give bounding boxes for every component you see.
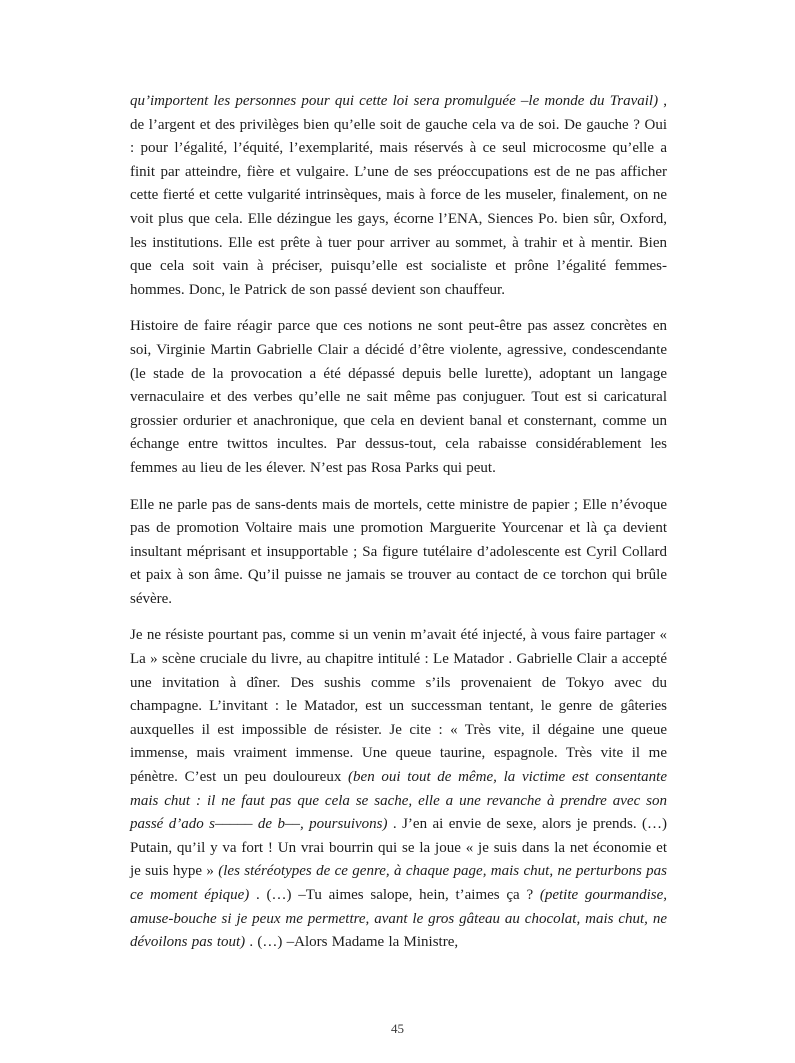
italic-text-run: (les stéréotypes de ce genre, à chaque page, mais chut, ne perturbons pas ce moment épique) xyxy=(130,863,667,903)
page-number: 45 xyxy=(391,1021,404,1036)
italic-text-run: (petite gourmandise, amuse-bouche si je peux me permettre, avant le gros gâteau au chocolat, mais chut, ne dévoilons pas tout) xyxy=(130,887,667,951)
text-run: . (…) –Alors Madame la Ministre, xyxy=(245,934,459,951)
text-run: Je ne résiste pourtant pas, comme si un venin m’avait été injecté, à vous faire partager « La » scène cruciale du livre, au chapitre intitulé : Le Matador . Gabrielle Clair a accepté une invitation à dîner. Des sushis comme s’ils provenaient de Tokyo avec du champagne. L’invitant : le Matador, est un successman tentant, le genre de gâteries auxquelles il est impossible de résister. Je cite : « Très vite, il dégaine une queue immense, mais vraiment immense. Une queue taurine, espagnole. Très vite il me pénètre. C’est un peu douloureux xyxy=(130,627,667,786)
italic-text-run: qu’importent les personnes pour qui cette loi sera promulguée –le monde du Travail) xyxy=(130,93,659,109)
page-text xyxy=(130,90,667,955)
text-run: . J’en ai envie de sexe, alors je prends. (…) Putain, qu’il y va fort ! Un vrai bourrin qui se la joue « je suis dans la net économie et je suis hype » xyxy=(130,816,667,880)
text-run: , de l’argent et des privilèges bien qu’elle soit de gauche cela va de soi. De gauche ? Oui : pour l’égalité, l’équité, l’exemplarité, mais réservés à ce seul microcosme qu’elle a finit par atteindre, fière et vulgaire. L’une de ses préoccupations est de ne pas afficher cette fierté et cette vulgarité intrinsèques, mais à force de les museler, finalement, on ne voit plus que cela. Elle dézingue les gays, écorne l’ENA, Siences Po. bien sûr, Oxford, les institutions. Elle est prête à tuer pour arriver au sommet, à trahir et à mentir. Bien que cela soit vain à préciser, puisqu’elle est socialiste et prône l’égalité femmes-hommes. Donc, le Patrick de son passé devient son chauffeur. xyxy=(130,93,667,298)
text-run: Elle ne parle pas de sans-dents mais de mortels, cette ministre de papier ; Elle n’évoque pas de promotion Voltaire mais une promotion Marguerite Yourcenar et là ça devient insultant méprisant et insupportable ; Sa figure tutélaire d’adolescente est Cyril Collard et paix à son âme. Qu’il puisse ne jamais se trouver au contact de ce torchon qui brûle sévère. xyxy=(130,496,667,607)
text-run: . (…) –Tu aimes salope, hein, t’aimes ça ? xyxy=(249,887,540,903)
paragraph xyxy=(130,315,667,480)
text-run: Histoire de faire réagir parce que ces notions ne sont peut-être pas assez concrètes en soi, Virginie Martin Gabrielle Clair a décidé d’être violente, agressive, condescendante (le stade de la provocation a été dépassé depuis belle lurette), adoptant un langage vernaculaire et des verbes qu’elle ne sait même pas conjuguer. Tout est si caricatural grossier ordurier et anachronique, que cela en devient banal et consternant, comme un échange entre twittos incultes. Par dessus-tout, cela rabaisse considérablement les femmes au lieu de les élever. N’est pas Rosa Parks qui peut. xyxy=(130,318,667,476)
paragraph xyxy=(130,90,667,302)
paragraph xyxy=(130,494,667,612)
paragraph xyxy=(130,624,667,954)
italic-text-run: (ben oui tout de même, la victime est consentante mais chut : il ne faut pas que cela se sache, elle a une revanche à prendre avec son passé d’ado s––––– de b––, poursuivons) xyxy=(130,769,667,833)
